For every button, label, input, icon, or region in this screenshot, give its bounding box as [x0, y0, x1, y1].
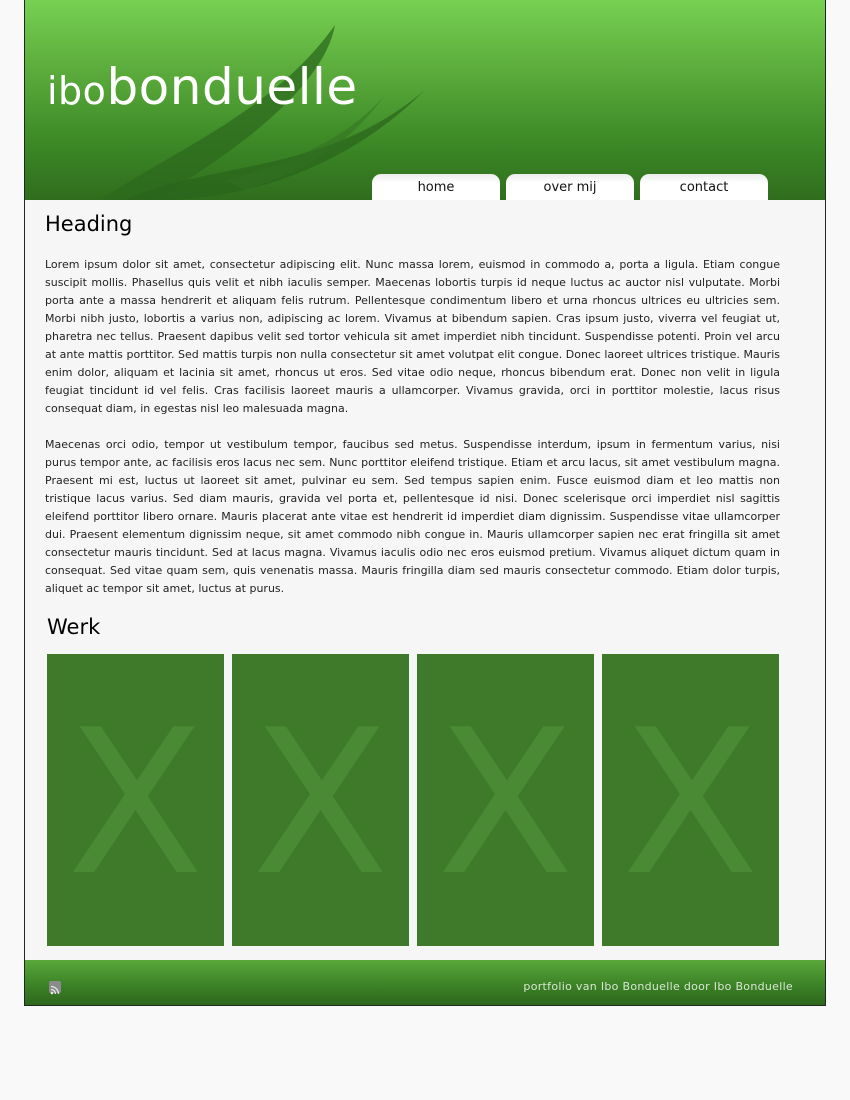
nav-tab-over-mij[interactable]: over mij	[506, 174, 634, 200]
logo-prefix: ibo	[47, 69, 107, 113]
placeholder-x-icon: X	[436, 687, 575, 920]
placeholder-x-icon: X	[621, 687, 760, 920]
work-gallery	[47, 654, 787, 946]
page-container	[24, 0, 826, 1006]
paragraph-2: Maecenas orci odio, tempor ut vestibulum tempor, faucibus sed metus. Suspendisse interdum, ipsum in fermentum varius, nisi purus tempor ante, ac facilisis eros lacus nec sem. Nunc porttitor eleifend tristique. Etiam et arcu lacus, sit amet vestibulum magna. Praesent mi est, luctus ut laoreet sit amet, pulvinar eu sem. Sed tempus sapien enim. Fusce euismod diam et leo mattis non tristique lacus varius. Sed diam mauris, gravida vel porta et, pellentesque id nisi. Donec scelerisque orci imperdiet nisl sagittis eleifend porttitor libero ornare. Mauris placerat ante vitae est hendrerit id imperdiet diam dignissim. Suspendisse vitae ullamcorper dui. Praesent elementum dignissim neque, sit amet commodo nibh congue in. Mauris ullamcorper sapien nec erat fringilla sit amet consectetur mauris tincidunt. Sed at lacus magna. Vivamus iaculis odio nec eros euismod pretium. Vivamus aliquet dictum quam in consequat. Sed vitae quam sem, quis venenatis massa. Mauris fringilla diam sed mauris consectetur commodo. Etiam dolor turpis, aliquet ac tempor sit amet, luctus at purus.	[45, 438, 780, 595]
content-heading: Heading	[45, 212, 133, 236]
work-thumbnail[interactable]	[232, 654, 409, 946]
placeholder-x-icon: X	[66, 687, 205, 920]
logo-main: bonduelle	[106, 58, 358, 116]
header	[25, 0, 825, 200]
footer	[25, 960, 825, 1005]
placeholder-x-icon: X	[251, 687, 390, 920]
work-thumbnail[interactable]	[47, 654, 224, 946]
rss-icon[interactable]	[49, 981, 61, 993]
site-logo[interactable]	[47, 58, 358, 116]
footer-credit: portfolio van Ibo Bonduelle door Ibo Bonduelle	[523, 980, 793, 993]
paragraph-1: Lorem ipsum dolor sit amet, consectetur adipiscing elit. Nunc massa lorem, euismod in commodo a, porta a ligula. Etiam congue suscipit mollis. Phasellus quis velit et nibh iaculis semper. Maecenas lobortis turpis id neque luctus ac auctor nisl vulputate. Morbi porta ante a massa hendrerit et aliquam felis rutrum. Pellentesque condimentum libero et urna rhoncus ultrices eu ultricies sem. Morbi nibh justo, lobortis a varius non, adipiscing ac lorem. Vivamus at bibendum sapien. Cras ipsum justo, viverra vel feugiat ut, pharetra nec tellus. Praesent dapibus velit sed tortor vehicula sit amet imperdiet nibh tincidunt. Suspendisse potenti. Proin vel arcu at ante mattis porttitor. Sed mattis turpis non nulla consectetur sit amet volutpat elit congue. Donec laoreet ultrices tristique. Mauris enim dolor, aliquam et lacinia sit amet, rhoncus ut eros. Sed vitae odio neque, rhoncus bibendum erat. Donec non velit in ligula feugiat tincidunt id vel felis. Cras facilisis laoreet mauris a ullamcorper. Vivamus gravida, orci in porttitor molestie, lacus risus consequat diam, in egestas nisl leo malesuada magna.	[45, 258, 780, 415]
nav-tab-home[interactable]: home	[372, 174, 500, 200]
work-heading: Werk	[47, 615, 101, 639]
work-thumbnail[interactable]	[602, 654, 779, 946]
nav-tab-contact[interactable]: contact	[640, 174, 768, 200]
work-thumbnail[interactable]	[417, 654, 594, 946]
